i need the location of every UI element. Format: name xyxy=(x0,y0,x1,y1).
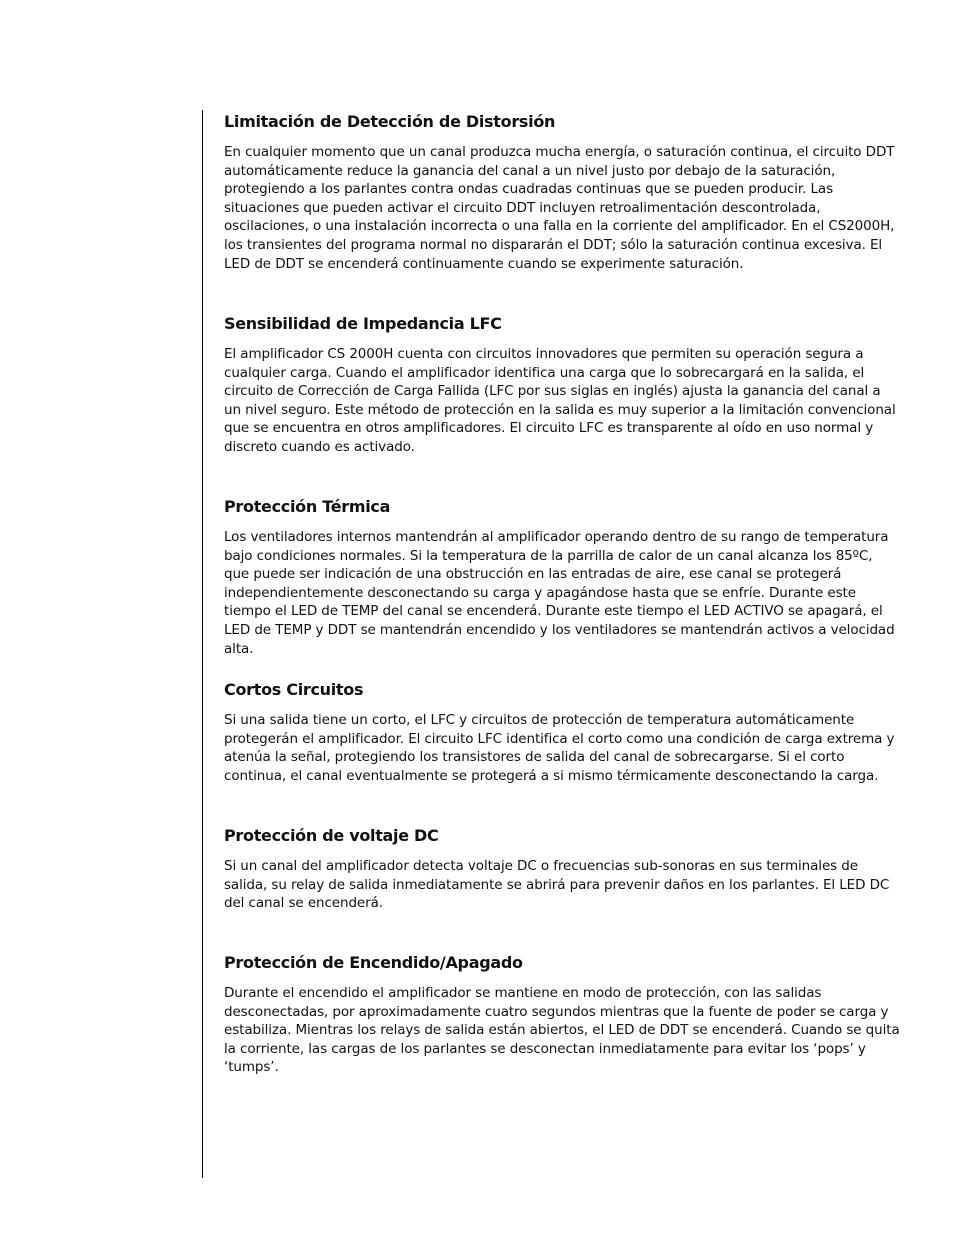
section-body: El amplificador CS 2000H cuenta con circuitos innovadores que permiten su operación segura a cualquier carga. Cuando el amplificador identifica una carga que lo sobrecargará en la salida, el circuito de Corrección de Carga Fallida (LFC por sus siglas en inglés) ajusta la ganancia del canal a un nivel seguro. Este método de protección en la salida es muy superior a la limitación convencional que se encuentra en otros amplificadores. El circuito LFC es transparente al oído en uso normal y discreto cuando es activado. xyxy=(224,346,896,455)
section-dc-protection xyxy=(224,825,900,913)
section-body: Durante el encendido el amplificador se mantiene en modo de protección, con las salidas desconectadas, por aproximadamente cuatro segundos mientras que la fuente de poder se carga y estabiliza. Mientras los relays de salida están abiertos, el LED de DDT se encenderá. Cuando se quita la corriente, las cargas de los parlantes se desconectan inmediatamente para evitar los ‘pops’ y ‘tumps’. xyxy=(224,985,900,1076)
section-distortion-limiting xyxy=(224,111,900,273)
section-thermal-protection xyxy=(224,496,900,658)
margin-rule xyxy=(202,110,203,1178)
section-heading: Limitación de Detección de Distorsión xyxy=(224,112,556,131)
section-heading: Cortos Circuitos xyxy=(224,680,364,699)
section-body: Los ventiladores internos mantendrán al amplificador operando dentro de su rango de temperatura bajo condiciones normales. Si la temperatura de la parrilla de calor de un canal alcanza los 85ºC, que puede ser indicación de una obstrucción en las entradas de aire, ese canal se protegerá independientemente desconectando su carga y apagándose hasta que se enfríe. Durante este tiempo el LED de TEMP del canal se encenderá. Durante este tiempo el LED ACTIVO se apagará, el LED de TEMP y DDT se mantendrán encendido y los ventiladores se mantendrán activos a velocidad alta. xyxy=(224,529,895,657)
section-short-circuits xyxy=(224,679,900,785)
section-heading: Protección Térmica xyxy=(224,497,391,516)
section-body: Si una salida tiene un corto, el LFC y circuitos de protección de temperatura automáticamente protegerán el amplificador. El circuito LFC identifica el corto como una condición de carga extrema y atenúa la señal, protegiendo los transistores de salida del canal de sobrecargarse. Si el corto continua, el canal eventualmente se protegerá a si mismo térmicamente desconectando la carga. xyxy=(224,712,895,784)
section-lfc-impedance xyxy=(224,313,900,457)
section-heading: Protección de voltaje DC xyxy=(224,826,439,845)
section-body: En cualquier momento que un canal produzca mucha energía, o saturación continua, el circuito DDT automáticamente reduce la ganancia del canal a un nivel justo por debajo de la saturación, protegiendo a los parlantes contra ondas cuadradas continuas que se pueden producir. Las situaciones que pueden activar el circuito DDT incluyen retroalimentación descontrolada, oscilaciones, o una instalación incorrecta o una falla en la corriente del amplificador. En el CS2000H, los transientes del programa normal no dispararán el DDT; sólo la saturación continua excesiva. El LED de DDT se encenderá continuamente cuando se experimente saturación. xyxy=(224,144,895,272)
section-heading: Protección de Encendido/Apagado xyxy=(224,953,523,972)
section-body: Si un canal del amplificador detecta voltaje DC o frecuencias sub-sonoras en sus terminales de salida, su relay de salida inmediatamente se abrirá para prevenir daños en los parlantes. El LED DC del canal se encenderá. xyxy=(224,858,890,912)
section-heading: Sensibilidad de Impedancia LFC xyxy=(224,314,502,333)
section-power-protection xyxy=(224,952,900,1077)
